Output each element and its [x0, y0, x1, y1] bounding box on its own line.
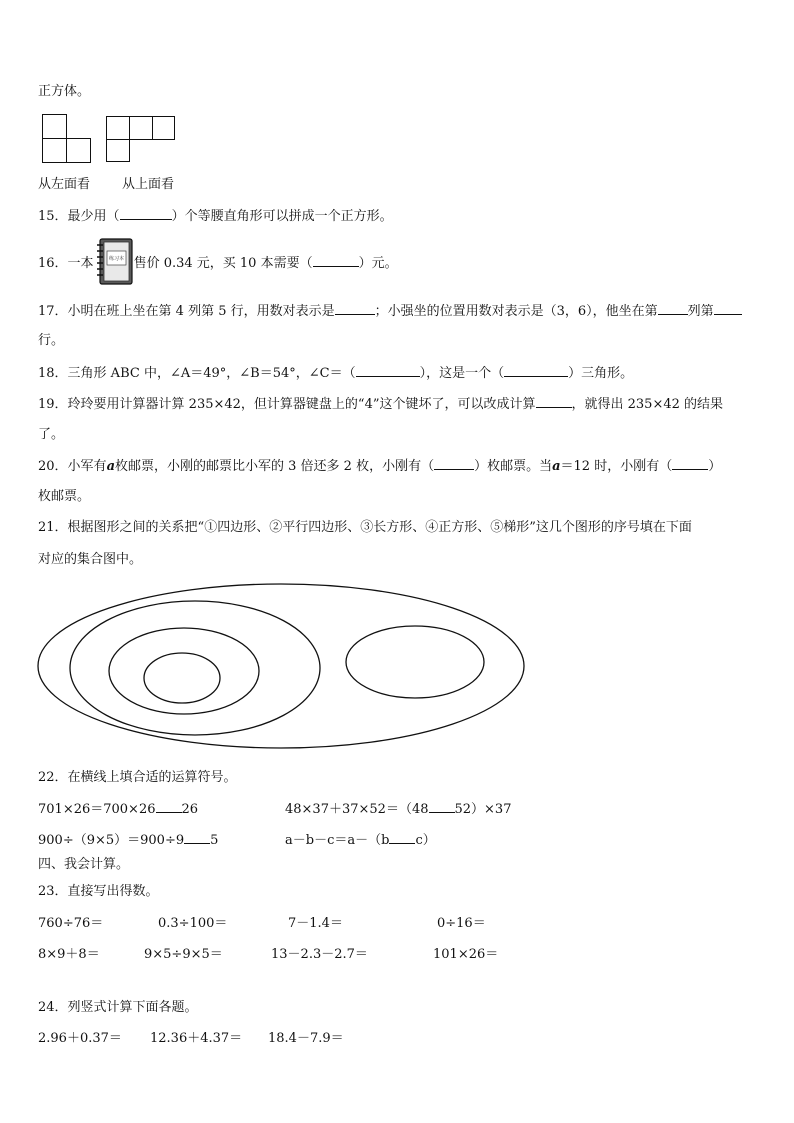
q18-text-c: ）三角形。 — [568, 366, 634, 381]
left-view-label: 从左面看 — [38, 177, 91, 192]
q24-item: 2.96＋0.37＝ — [38, 1031, 122, 1046]
q20-blank-1[interactable] — [434, 457, 474, 470]
question-19 — [38, 395, 723, 414]
q17-text-c: 列第 — [687, 304, 714, 319]
q18-text-b: ），这是一个（ — [419, 366, 505, 381]
q22-expr-3 — [38, 831, 218, 850]
set-rectangle[interactable] — [109, 628, 259, 714]
question-number: 16． — [38, 256, 68, 271]
q20-text-a: 小军有 — [67, 459, 107, 474]
set-square[interactable] — [144, 653, 220, 703]
q23-item: 7－1.4＝ — [288, 916, 343, 931]
q16-answer-blank[interactable] — [313, 254, 359, 267]
top-view-label: 从上面看 — [122, 177, 175, 192]
question-number: 22． — [38, 770, 68, 785]
q23-item: 9×5÷9×5＝ — [144, 947, 223, 962]
q18-text-a: 三角形 ABC 中，∠A＝49°，∠B＝54°，∠C＝（ — [67, 366, 356, 381]
question-21-cont — [38, 551, 142, 569]
q22-expr-3-left: 900÷（9×5）＝900÷9 — [38, 833, 185, 848]
left-view-square — [42, 114, 67, 139]
q22-expr-4 — [285, 831, 436, 850]
q18-blank-2[interactable] — [504, 364, 568, 377]
q17-blank-3[interactable] — [714, 302, 742, 315]
q20-blank-2[interactable] — [672, 457, 708, 470]
q21-text-a: 根据图形之间的关系把“①四边形、②平行四边形、③长方形、④正方形、⑤梯形”这几个图形的序号填在下面 — [67, 520, 692, 535]
q19-text-a: 玲玲要用计算器计算 235×42，但计算器键盘上的“4”这个键坏了，可以改成计算 — [67, 397, 536, 412]
question-number: 18． — [38, 366, 68, 381]
q20-text-d: ＝12 时，小刚有（ — [560, 459, 673, 474]
q20-text-f: 枚邮票。 — [38, 489, 91, 504]
question-number: 15． — [38, 209, 68, 224]
question-number: 23． — [38, 884, 68, 899]
question-number: 17． — [38, 304, 68, 319]
left-view-square — [42, 138, 67, 163]
q17-blank-1[interactable] — [335, 302, 375, 315]
q22-blank-1[interactable] — [156, 800, 182, 813]
q20-variable: a — [106, 459, 115, 474]
q15-answer-blank[interactable] — [120, 207, 172, 220]
notebook-image — [94, 237, 136, 287]
set-quadrilateral[interactable] — [38, 584, 524, 748]
question-23 — [38, 883, 159, 901]
q17-text-b: ；小强坐的位置用数对表示是（3，6），他坐在第 — [374, 304, 658, 319]
q19-text-b: ，就得出 235×42 的结果 — [571, 397, 724, 412]
q18-blank-1[interactable] — [356, 364, 420, 377]
q19-text-c: 了。 — [38, 427, 65, 442]
q22-blank-2[interactable] — [429, 800, 455, 813]
q17-text-a: 小明在班上坐在第 4 列第 5 行，用数对表示是 — [67, 304, 335, 319]
q22-expr-2-right: 52）×37 — [454, 802, 512, 817]
q22-expr-1-right: 26 — [181, 802, 199, 817]
top-view-square — [152, 116, 175, 140]
question-number: 19． — [38, 397, 68, 412]
question-22 — [38, 769, 237, 787]
q22-blank-3[interactable] — [184, 831, 210, 844]
q22-expr-1-left: 701×26＝700×26 — [38, 802, 156, 817]
q16-text-a: 一本 — [67, 256, 94, 271]
q19-answer-blank[interactable] — [536, 395, 572, 408]
q20-text-e: ） — [708, 459, 722, 474]
q23-item: 101×26＝ — [433, 947, 499, 962]
section-4-text: 四、我会计算。 — [38, 857, 130, 872]
question-20-cont — [38, 488, 90, 506]
q24-title: 列竖式计算下面各题。 — [67, 1000, 198, 1015]
question-20 — [38, 457, 721, 476]
q23-item: 8×9＋8＝ — [38, 947, 100, 962]
q20-text-b: 枚邮票，小刚的邮票比小军的 3 倍还多 2 枚，小刚有（ — [115, 459, 435, 474]
q23-item: 13－2.3－2.7＝ — [271, 947, 368, 962]
q23-title: 直接写出得数。 — [67, 884, 159, 899]
section-4-heading — [38, 856, 129, 874]
q17-text-d: 行。 — [38, 333, 65, 348]
intro-tail — [38, 83, 90, 101]
question-17-cont — [38, 332, 64, 350]
q22-expr-4-right: c） — [415, 833, 436, 848]
q15-text-a: 最少用（ — [67, 209, 120, 224]
q21-text-b: 对应的集合图中。 — [38, 552, 143, 567]
question-21 — [38, 519, 692, 537]
q22-expr-3-right: 5 — [210, 833, 219, 848]
q15-text-b: ）个等腰直角形可以拼成一个正方形。 — [171, 209, 393, 224]
question-16 — [38, 254, 398, 273]
question-18 — [38, 364, 633, 383]
set-diagram — [35, 583, 535, 763]
q20-text-c: ）枚邮票。当 — [474, 459, 553, 474]
notebook-label: 练习本 — [109, 256, 125, 262]
top-view-square — [106, 116, 130, 140]
q16-text-b: 售价 0.34 元，买 10 本需要（ — [133, 256, 313, 271]
intro-tail-text: 正方体。 — [38, 84, 91, 99]
set-parallelogram[interactable] — [70, 601, 320, 735]
q24-item: 12.36＋4.37＝ — [150, 1031, 243, 1046]
top-view-square — [106, 139, 130, 162]
set-trapezoid[interactable] — [346, 626, 484, 698]
question-number: 21． — [38, 520, 68, 535]
q22-expr-1 — [38, 800, 198, 819]
q22-blank-4[interactable] — [389, 831, 415, 844]
q16-text-c: ）元。 — [358, 256, 398, 271]
left-view-square — [66, 138, 91, 163]
question-19-cont — [38, 426, 64, 444]
q22-expr-4-left: a－b－c＝a－（b — [285, 833, 390, 848]
q23-item: 0÷16＝ — [437, 916, 486, 931]
q22-expr-2-left: 48×37＋37×52＝（48 — [285, 802, 429, 817]
question-number: 24． — [38, 1000, 68, 1015]
question-15 — [38, 207, 393, 226]
q17-blank-2[interactable] — [658, 302, 688, 315]
q23-item: 0.3÷100＝ — [158, 916, 228, 931]
q23-item: 760÷76＝ — [38, 916, 104, 931]
q24-item: 18.4－7.9＝ — [268, 1031, 344, 1046]
question-number: 20． — [38, 459, 68, 474]
q22-expr-2 — [285, 800, 511, 819]
top-view-square — [129, 116, 153, 140]
q20-variable: a — [552, 459, 561, 474]
question-24 — [38, 999, 198, 1017]
q22-title: 在横线上填合适的运算符号。 — [67, 770, 237, 785]
question-17 — [38, 302, 742, 321]
